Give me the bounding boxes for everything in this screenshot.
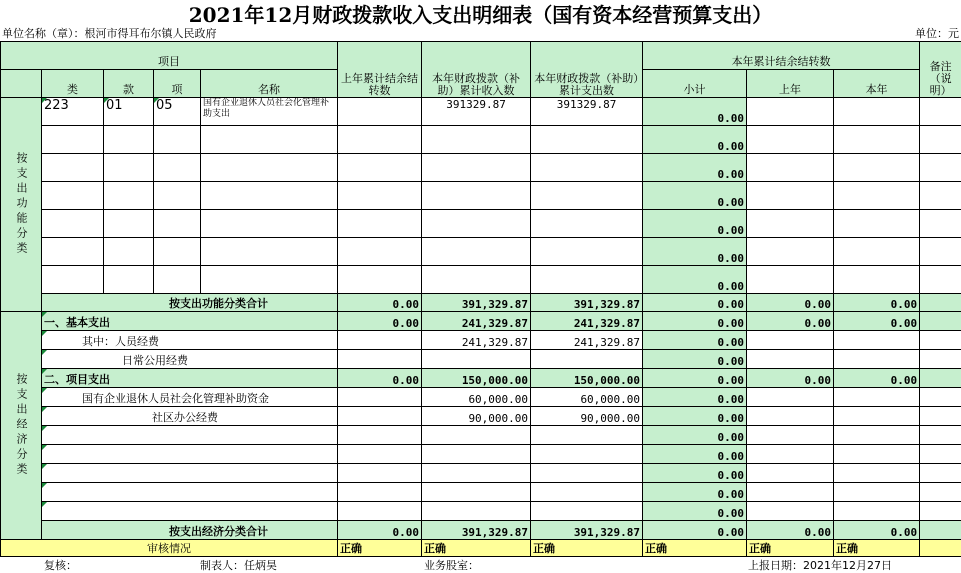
econ-income: 60,000.00	[422, 388, 531, 407]
table-row	[1, 126, 961, 154]
cell-subtotal: 0.00	[643, 266, 747, 294]
table-row	[1, 502, 961, 521]
func-total-income: 391,329.87	[422, 294, 531, 312]
econ-subtotal: 0.00	[643, 350, 747, 369]
cell-prev	[338, 182, 422, 210]
econ-expense: 150,000.00	[531, 369, 643, 388]
econ-prev	[338, 502, 422, 521]
cell-kuan	[104, 238, 154, 266]
cell-xiang	[154, 210, 201, 238]
econ-remark	[920, 312, 961, 331]
cell-this	[834, 154, 920, 182]
table-row	[1, 266, 961, 294]
cell-name	[201, 266, 338, 294]
unit-name-label: 单位名称（章）：根河市得耳布尔镇人民政府	[2, 27, 217, 40]
econ-last	[747, 464, 834, 483]
audit-prev: 正确	[338, 540, 422, 557]
table-row	[1, 521, 961, 540]
table-row	[1, 154, 961, 182]
cell-kuan	[104, 210, 154, 238]
econ-remark	[920, 426, 961, 445]
reviewer-label: 复核：	[44, 559, 77, 572]
func-total-subtotal: 0.00	[643, 294, 747, 312]
cell-prev	[338, 238, 422, 266]
table-row	[1, 540, 961, 557]
econ-subtotal: 0.00	[643, 388, 747, 407]
header-balance: 本年累计结余结转数	[643, 42, 920, 70]
econ-last	[747, 426, 834, 445]
cell-prev	[338, 154, 422, 182]
econ-name: 一、基本支出	[42, 312, 338, 331]
cell-lei: 223	[42, 98, 104, 126]
econ-expense	[531, 502, 643, 521]
cell-xiang	[154, 126, 201, 154]
econ-income: 241,329.87	[422, 312, 531, 331]
cell-lei	[42, 210, 104, 238]
econ-prev	[338, 483, 422, 502]
econ-expense: 241,329.87	[531, 312, 643, 331]
header-name: 名称	[201, 70, 338, 98]
cell-last	[747, 126, 834, 154]
econ-subtotal: 0.00	[643, 407, 747, 426]
econ-income: 90,000.00	[422, 407, 531, 426]
func-total-label: 按支出功能分类合计	[42, 294, 338, 312]
econ-prev	[338, 426, 422, 445]
econ-remark	[920, 350, 961, 369]
econ-prev	[338, 407, 422, 426]
econ-this	[834, 331, 920, 350]
econ-prev	[338, 350, 422, 369]
cell-remark	[920, 210, 961, 238]
econ-last	[747, 445, 834, 464]
cell-remark	[920, 238, 961, 266]
cell-this	[834, 182, 920, 210]
cell-this	[834, 238, 920, 266]
detail-table	[0, 41, 961, 557]
func-total-expense: 391,329.87	[531, 294, 643, 312]
cell-this	[834, 126, 920, 154]
table-row	[1, 182, 961, 210]
econ-total-expense: 391,329.87	[531, 521, 643, 540]
econ-remark	[920, 502, 961, 521]
cell-remark	[920, 266, 961, 294]
func-total-this: 0.00	[834, 294, 920, 312]
econ-name: 其中：人员经费	[42, 331, 338, 350]
econ-this	[834, 445, 920, 464]
cell-xiang: 05	[154, 98, 201, 126]
cell-this	[834, 98, 920, 126]
econ-last	[747, 502, 834, 521]
cell-xiang	[154, 154, 201, 182]
header-subtotal: 小计	[643, 70, 747, 98]
cell-income	[422, 182, 531, 210]
econ-name: 日常公用经费	[42, 350, 338, 369]
econ-subtotal: 0.00	[643, 502, 747, 521]
cell-kuan	[104, 266, 154, 294]
econ-name: 国有企业退休人员社会化管理补助资金	[42, 388, 338, 407]
econ-name	[42, 426, 338, 445]
econ-income: 241,329.87	[422, 331, 531, 350]
header-blank	[1, 70, 42, 98]
cell-lei	[42, 154, 104, 182]
cell-name	[201, 182, 338, 210]
econ-total-remark	[920, 521, 961, 540]
cell-lei	[42, 182, 104, 210]
cell-remark	[920, 126, 961, 154]
econ-expense	[531, 464, 643, 483]
table-row	[1, 350, 961, 369]
cell-remark	[920, 154, 961, 182]
audit-this: 正确	[834, 540, 920, 557]
table-row	[1, 331, 961, 350]
econ-last: 0.00	[747, 369, 834, 388]
header-remark: 备注（说明）	[920, 42, 961, 98]
table-row	[1, 388, 961, 407]
econ-name: 二、项目支出	[42, 369, 338, 388]
cell-remark	[920, 182, 961, 210]
econ-total-last: 0.00	[747, 521, 834, 540]
econ-last	[747, 407, 834, 426]
table-row	[1, 445, 961, 464]
econ-expense	[531, 445, 643, 464]
econ-prev: 0.00	[338, 369, 422, 388]
cell-income	[422, 238, 531, 266]
header-item: 项目	[1, 42, 338, 70]
econ-prev: 0.00	[338, 312, 422, 331]
header-expense: 本年财政拨款（补助）累计支出数	[531, 42, 643, 98]
econ-this	[834, 483, 920, 502]
cell-prev	[338, 126, 422, 154]
table-row	[1, 98, 961, 126]
econ-income	[422, 502, 531, 521]
econ-last	[747, 350, 834, 369]
cell-lei	[42, 126, 104, 154]
cell-this	[834, 210, 920, 238]
table-row	[1, 312, 961, 331]
cell-income: 391329.87	[422, 98, 531, 126]
econ-last	[747, 331, 834, 350]
econ-expense: 60,000.00	[531, 388, 643, 407]
header-kuan: 款	[104, 70, 154, 98]
cell-lei	[42, 238, 104, 266]
econ-expense	[531, 426, 643, 445]
econ-prev	[338, 464, 422, 483]
header-xiang: 项	[154, 70, 201, 98]
econ-expense	[531, 483, 643, 502]
econ-name	[42, 502, 338, 521]
table-row	[1, 426, 961, 445]
table-row	[1, 238, 961, 266]
econ-expense: 241,329.87	[531, 331, 643, 350]
header-last_year: 上年	[747, 70, 834, 98]
econ-subtotal: 0.00	[643, 483, 747, 502]
econ-remark	[920, 483, 961, 502]
econ-total-income: 391,329.87	[422, 521, 531, 540]
audit-subtotal: 正确	[643, 540, 747, 557]
func-total-remark	[920, 294, 961, 312]
cell-subtotal: 0.00	[643, 210, 747, 238]
cell-remark	[920, 98, 961, 126]
cell-name: 国有企业退休人员社会化管理补助支出	[201, 98, 338, 126]
cell-this	[834, 266, 920, 294]
cell-kuan	[104, 154, 154, 182]
econ-subtotal: 0.00	[643, 312, 747, 331]
econ-remark	[920, 369, 961, 388]
econ-remark	[920, 388, 961, 407]
cell-last	[747, 238, 834, 266]
cell-subtotal: 0.00	[643, 154, 747, 182]
econ-name	[42, 464, 338, 483]
footer-row	[0, 558, 961, 573]
econ-name	[42, 483, 338, 502]
econ-name: 社区办公经费	[42, 407, 338, 426]
cell-subtotal: 0.00	[643, 98, 747, 126]
econ-name	[42, 445, 338, 464]
econ-this	[834, 407, 920, 426]
econ-this	[834, 388, 920, 407]
table-row	[1, 294, 961, 312]
econ-this	[834, 426, 920, 445]
cell-last	[747, 98, 834, 126]
econ-last	[747, 388, 834, 407]
table-row	[1, 483, 961, 502]
cell-expense: 391329.87	[531, 98, 643, 126]
cell-income	[422, 126, 531, 154]
func-total-prev: 0.00	[338, 294, 422, 312]
unit-row	[0, 27, 961, 41]
econ-subtotal: 0.00	[643, 445, 747, 464]
header-this_year: 本年	[834, 70, 920, 98]
cell-expense	[531, 266, 643, 294]
econ-subtotal: 0.00	[643, 331, 747, 350]
header-lei: 类	[42, 70, 104, 98]
econ-this: 0.00	[834, 312, 920, 331]
econ-total-subtotal: 0.00	[643, 521, 747, 540]
cell-name	[201, 154, 338, 182]
econ-income	[422, 464, 531, 483]
econ-last	[747, 483, 834, 502]
cell-income	[422, 154, 531, 182]
cell-subtotal: 0.00	[643, 126, 747, 154]
page-title: 2021年12月财政拨款收入支出明细表（国有资本经营预算支出）	[188, 3, 773, 27]
econ-this	[834, 350, 920, 369]
audit-remark	[920, 540, 961, 557]
table-row	[1, 464, 961, 483]
cell-subtotal: 0.00	[643, 182, 747, 210]
table-row	[1, 369, 961, 388]
cell-prev	[338, 210, 422, 238]
cell-last	[747, 154, 834, 182]
cell-name	[201, 126, 338, 154]
cell-kuan	[104, 182, 154, 210]
table-row	[1, 210, 961, 238]
cell-xiang	[154, 238, 201, 266]
econ-income	[422, 483, 531, 502]
econ-remark	[920, 464, 961, 483]
header-prev-balance: 上年累计结余结转数	[338, 42, 422, 98]
econ-total-prev: 0.00	[338, 521, 422, 540]
econ-expense	[531, 350, 643, 369]
report-date-label: 上报日期：2021年12月27日	[748, 559, 892, 572]
cell-prev	[338, 266, 422, 294]
cell-expense	[531, 238, 643, 266]
econ-total-label: 按支出经济分类合计	[42, 521, 338, 540]
cell-lei	[42, 266, 104, 294]
econ-this	[834, 502, 920, 521]
cell-name	[201, 238, 338, 266]
econ-prev	[338, 331, 422, 350]
econ-section-label: 按支出经济分类	[1, 312, 42, 540]
econ-last: 0.00	[747, 312, 834, 331]
cell-expense	[531, 126, 643, 154]
econ-income	[422, 426, 531, 445]
cell-subtotal: 0.00	[643, 238, 747, 266]
cell-expense	[531, 210, 643, 238]
econ-remark	[920, 331, 961, 350]
econ-income	[422, 445, 531, 464]
cell-xiang	[154, 266, 201, 294]
cell-prev	[338, 98, 422, 126]
econ-remark	[920, 445, 961, 464]
econ-remark	[920, 407, 961, 426]
func-section-label: 按支出功能分类	[1, 98, 42, 312]
office-label: 业务股室：	[424, 559, 479, 572]
cell-expense	[531, 182, 643, 210]
econ-income	[422, 350, 531, 369]
econ-expense: 90,000.00	[531, 407, 643, 426]
econ-prev	[338, 388, 422, 407]
cell-last	[747, 210, 834, 238]
audit-expense: 正确	[531, 540, 643, 557]
audit-income: 正确	[422, 540, 531, 557]
func-total-last: 0.00	[747, 294, 834, 312]
econ-total-this: 0.00	[834, 521, 920, 540]
maker-label: 制表人：任炳昊	[200, 559, 277, 572]
cell-income	[422, 266, 531, 294]
econ-this	[834, 464, 920, 483]
cell-income	[422, 210, 531, 238]
cell-last	[747, 182, 834, 210]
econ-subtotal: 0.00	[643, 426, 747, 445]
table-row	[1, 42, 961, 70]
cell-expense	[531, 154, 643, 182]
econ-this: 0.00	[834, 369, 920, 388]
econ-subtotal: 0.00	[643, 369, 747, 388]
econ-income: 150,000.00	[422, 369, 531, 388]
cell-last	[747, 266, 834, 294]
table-row	[1, 407, 961, 426]
econ-prev	[338, 445, 422, 464]
cell-xiang	[154, 182, 201, 210]
audit-label: 审核情况	[1, 540, 338, 557]
audit-last: 正确	[747, 540, 834, 557]
econ-subtotal: 0.00	[643, 464, 747, 483]
cell-name	[201, 210, 338, 238]
cell-kuan: 01	[104, 98, 154, 126]
cell-kuan	[104, 126, 154, 154]
currency-unit-label: 单位：元	[915, 27, 959, 40]
header-income: 本年财政拨款（补助）累计收入数	[422, 42, 531, 98]
